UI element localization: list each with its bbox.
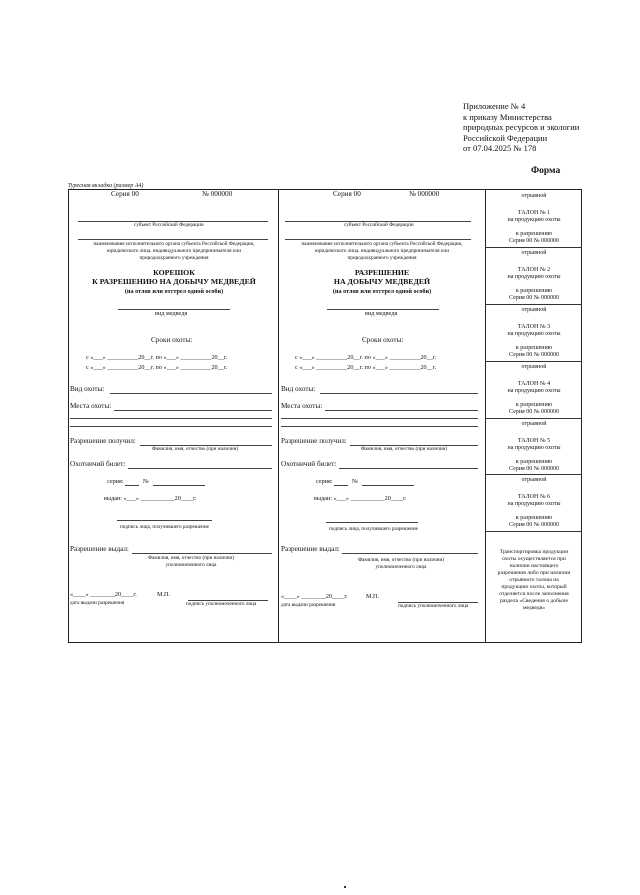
talon-divider — [485, 418, 582, 419]
ticket-issued: выдан: «___» ___________20____г. — [314, 495, 407, 502]
title-line: К РАЗРЕШЕНИЮ НА ДОБЫЧУ МЕДВЕДЕЙ — [92, 277, 256, 286]
talon-title: ТАЛОН № 2 — [517, 266, 551, 273]
talon-permit-label: к разрешению — [515, 344, 553, 351]
talon-serial: Серия 00 № 000000 — [509, 522, 559, 528]
talon-serial: Серия 00 № 000000 — [509, 238, 559, 244]
transport-note — [488, 549, 580, 612]
received-label: Разрешение получил: — [281, 437, 347, 445]
note-line: Транспортировка продукции — [499, 549, 569, 555]
talon-cut-label: отрывной — [521, 421, 547, 427]
talon-permit-label: к разрешению — [515, 287, 553, 294]
species-caption: вид медведя — [365, 310, 398, 317]
hunt-places-label: Места охоты: — [281, 402, 323, 410]
issued-by-underline — [132, 553, 272, 554]
ticket-series-label: серия: — [107, 478, 124, 485]
caption-line: наименование исполнительного органа субъекта Российской Федерации, — [301, 241, 463, 247]
series-label: Серия 00 — [333, 190, 361, 198]
caption-line: юридического лица, индивидуального предпринимателя или — [314, 247, 450, 254]
hunt-places-underline — [70, 426, 272, 427]
hunt-terms-label: Сроки охоты: — [362, 336, 404, 344]
talon-serial: Серия 00 № 000000 — [509, 409, 559, 415]
ticket-label: Охотничий билет: — [70, 460, 126, 468]
scan-mark — [344, 886, 346, 888]
stamp-place: М.П. — [157, 591, 171, 598]
caption-line: природоохранного учреждения — [347, 254, 417, 261]
talon-5 — [486, 421, 582, 474]
stub-subtitle: (на отлов или отстрел одной особи) — [124, 288, 224, 295]
talon-cut-label: отрывной — [521, 477, 547, 483]
talon-1 — [486, 193, 582, 246]
hunt-terms-label: Сроки охоты: — [151, 336, 193, 344]
talon-permit-label: к разрешению — [515, 514, 553, 521]
talon-title: ТАЛОН № 6 — [517, 493, 551, 500]
ticket-series-underline — [334, 485, 348, 486]
ticket-label: Охотничий билет: — [281, 460, 337, 468]
title-line: КОРЕШОК — [153, 268, 195, 277]
caption-line: Фамилия, имя, отчество (при наличии) — [357, 557, 445, 563]
title-line: РАЗРЕШЕНИЕ — [354, 268, 410, 277]
date-range-1: с «___» __________20__г. по «___» __________20__г. — [86, 354, 228, 361]
talon-cut-label: отрывной — [521, 364, 547, 370]
note-line: отделяется после заполнения — [499, 591, 569, 597]
talon-cut-label: отрывной — [521, 307, 547, 313]
header-line: Российской Федерации — [463, 132, 548, 143]
authority-signature-caption: подпись уполномоченного лица — [186, 601, 257, 607]
issuer-caption — [130, 555, 252, 569]
ticket-number-underline — [153, 485, 205, 486]
header-line: от 07.04.2025 № 178 — [463, 143, 537, 153]
hunt-places-underline — [281, 418, 478, 419]
hunt-places-underline — [114, 410, 272, 411]
caption-line: уполномоченного лица — [375, 564, 427, 570]
hunt-places-underline — [325, 410, 478, 411]
size-note: Typeсная вкладка (размер А4) — [68, 183, 144, 189]
ticket-series-label: серия: — [316, 478, 333, 485]
note-line: наличии настоящего — [509, 563, 559, 569]
name-caption: Фамилия, имя, отчество (при наличии) — [152, 446, 239, 452]
talon-4 — [486, 364, 582, 417]
talon-subtitle: на продукцию охоты — [507, 274, 561, 280]
talon-divider — [485, 361, 582, 362]
talon-permit-label: к разрешению — [515, 230, 553, 237]
talon-divider — [485, 247, 582, 248]
stamp-place: М.П. — [366, 593, 380, 600]
ticket-issued: выдан: «___» ___________20____г. — [104, 495, 197, 502]
number-label: № 000000 — [202, 190, 233, 198]
talon-serial: Серия 00 № 000000 — [509, 466, 559, 472]
subject-caption: субъект Российской Федерации — [344, 222, 414, 228]
ticket-number-underline — [362, 485, 414, 486]
talon-subtitle: на продукцию охоты — [507, 501, 561, 507]
issue-date: «____» ________20____г. — [70, 591, 137, 598]
hunt-type-underline — [110, 393, 272, 394]
talon-divider — [485, 531, 582, 532]
note-line: разрешения либо при наличии — [497, 570, 571, 576]
form-label: Форма — [531, 166, 561, 176]
date-range-1: с «___» __________20__г. по «___» __________20__г. — [295, 354, 437, 361]
talon-divider — [485, 474, 582, 475]
caption-line: Фамилия, имя, отчество (при наличии) — [147, 555, 235, 561]
species-caption: вид медведя — [155, 310, 188, 317]
note-line: раздела «Сведения о добыче — [500, 598, 568, 604]
title-line: НА ДОБЫЧУ МЕДВЕДЕЙ — [333, 277, 431, 286]
hunt-type-label: Вид охоты: — [281, 385, 316, 393]
authority-caption — [279, 241, 485, 261]
ticket-series-underline — [125, 485, 139, 486]
receiver-signature-caption: подпись лица, получившего разрешение — [120, 524, 209, 530]
note-line: отрывного талона на — [509, 577, 559, 583]
talon-cut-label: отрывной — [521, 250, 547, 256]
talon-title: ТАЛОН № 4 — [517, 380, 551, 387]
talon-6 — [486, 477, 582, 530]
receiver-signature-caption: подпись лица, получившего разрешение — [329, 526, 418, 532]
header-line: к приказу Министерства — [463, 111, 552, 122]
talon-subtitle: на продукцию охоты — [507, 331, 561, 337]
appendix-header — [463, 101, 579, 154]
talon-cut-label: отрывной — [521, 193, 547, 199]
issue-date-caption: дата выдачи разрешения — [281, 602, 336, 608]
issued-by-label: Разрешение выдал: — [281, 545, 340, 553]
ticket-underline — [339, 468, 478, 469]
caption-line: природоохранного учреждения — [139, 254, 209, 261]
receiver-signature-line — [117, 520, 212, 521]
talon-3 — [486, 307, 582, 360]
ticket-number-label: № — [352, 478, 358, 485]
ticket-underline — [128, 468, 272, 469]
talon-divider — [485, 304, 582, 305]
talon-permit-label: к разрешению — [515, 458, 553, 465]
issue-date-caption: дата выдачи разрешения — [70, 600, 125, 606]
series-label: Серия 00 — [111, 190, 139, 198]
hunt-type-label: Вид охоты: — [70, 385, 105, 393]
hunt-places-label: Места охоты: — [70, 402, 112, 410]
note-line: охоты осуществляется при — [502, 556, 566, 562]
talon-permit-label: к разрешению — [515, 401, 553, 408]
name-caption: Фамилия, имя, отчество (при наличии) — [361, 446, 448, 452]
authority-signature-caption: подпись уполномоченного лица — [398, 603, 469, 609]
subject-caption: субъект Российской Федерации — [134, 222, 204, 228]
talon-subtitle: на продукцию охоты — [507, 388, 561, 394]
issued-by-label: Разрешение выдал: — [70, 545, 129, 553]
issue-date: «____» ________20____г. — [281, 593, 348, 600]
caption-line: юридического лица, индивидуального предпринимателя или — [106, 247, 242, 254]
issuer-caption — [340, 557, 462, 571]
note-line: продукцию охоты, который — [501, 584, 567, 590]
permit-subtitle: (на отлов или отстрел одной особи) — [332, 288, 432, 295]
caption-line: наименование исполнительного органа субъекта Российской Федерации, — [93, 241, 255, 247]
talon-serial: Серия 00 № 000000 — [509, 352, 559, 358]
talon-serial: Серия 00 № 000000 — [509, 295, 559, 301]
date-range-2: с «___» __________20__г. по «___» __________20__г. — [86, 364, 228, 371]
talon-title: ТАЛОН № 3 — [517, 323, 551, 330]
ticket-number-label: № — [143, 478, 149, 485]
authority-underline — [285, 239, 471, 240]
talon-title: ТАЛОН № 1 — [517, 209, 551, 216]
hunt-places-underline — [281, 426, 478, 427]
authority-underline — [78, 239, 268, 240]
talon-title: ТАЛОН № 5 — [517, 437, 551, 444]
hunt-type-underline — [320, 393, 478, 394]
header-line: Приложение № 4 — [463, 101, 526, 111]
number-label: № 000000 — [409, 190, 440, 198]
talon-subtitle: на продукцию охоты — [507, 217, 561, 223]
talon-subtitle: на продукцию охоты — [507, 445, 561, 451]
talon-2 — [486, 250, 582, 303]
received-label: Разрешение получил: — [70, 437, 136, 445]
hunt-places-underline — [70, 418, 272, 419]
permit-title — [279, 268, 485, 286]
issued-by-underline — [342, 553, 478, 554]
authority-caption — [70, 241, 278, 261]
stub-title — [70, 268, 278, 286]
header-line: природных ресурсов и экологии — [463, 122, 580, 132]
caption-line: уполномоченного лица — [165, 562, 217, 568]
receiver-signature-line — [326, 522, 418, 523]
note-line: медведя» — [522, 605, 546, 611]
date-range-2: с «___» __________20__г. по «___» __________20__г. — [295, 364, 437, 371]
